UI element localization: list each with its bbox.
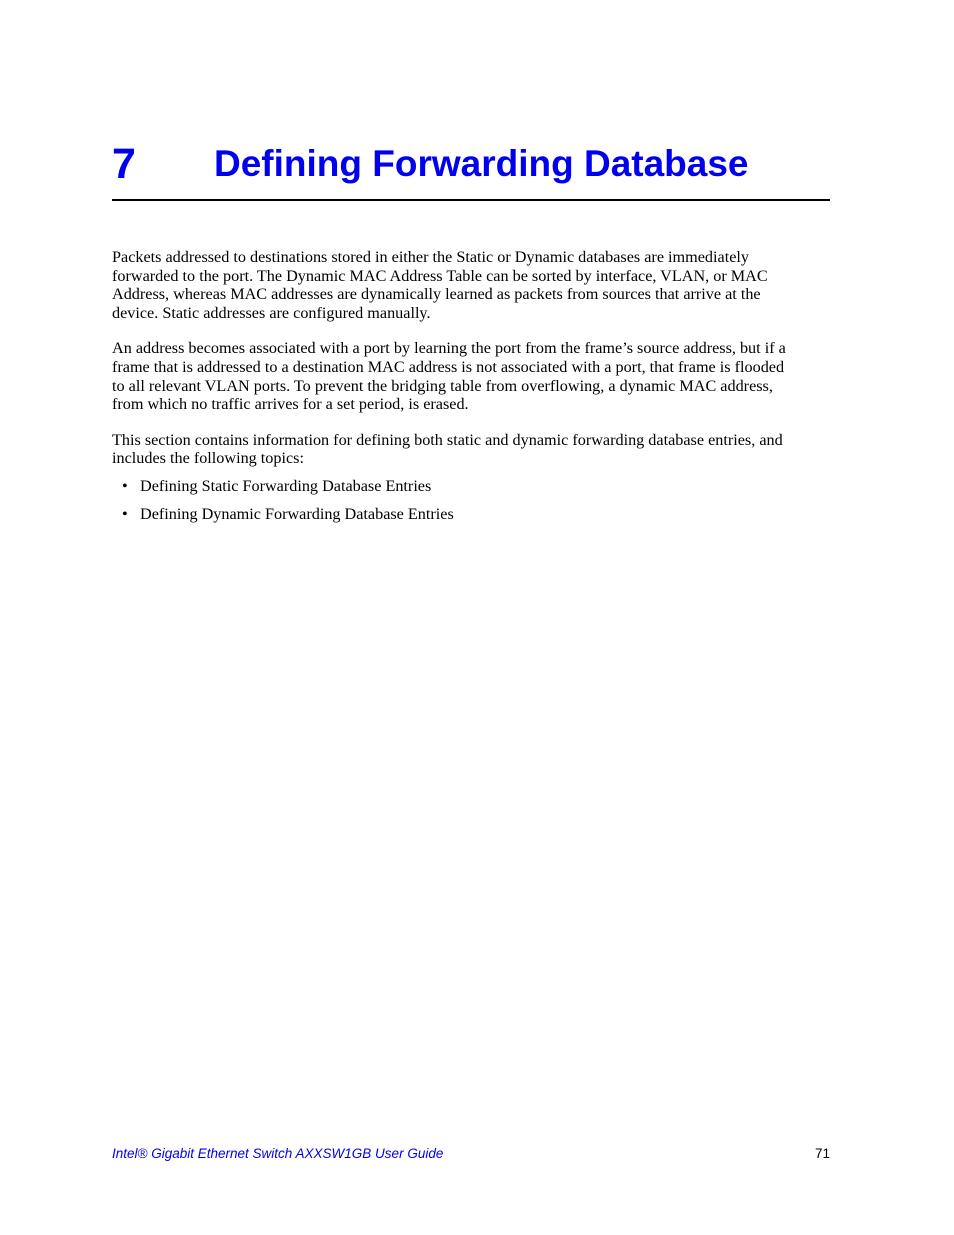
paragraph-line: Address, whereas MAC addresses are dynamically learned as packets from sources that arrive at the (112, 285, 761, 304)
body-text (112, 248, 830, 533)
paragraph-line: This section contains information for defining both static and dynamic forwarding database entries, and (112, 430, 783, 449)
paragraph-address-learning (112, 339, 830, 413)
paragraph-line: forwarded to the port. The Dynamic MAC Address Table can be sorted by interface, VLAN, or MAC (112, 266, 768, 285)
topic-item-dynamic-entries[interactable] (112, 505, 830, 524)
paragraph-line: frame that is addressed to a destination MAC address is not associated with a port, that frame is flooded (112, 357, 785, 376)
bullet-icon: • (122, 504, 128, 523)
bullet-icon: • (122, 476, 128, 495)
footer-guide-title: Intel® Gigabit Ethernet Switch AXXSW1GB User Guide (112, 1146, 444, 1161)
paragraph-line: includes the following topics: (112, 449, 304, 468)
topic-label[interactable]: Defining Static Forwarding Database Entries (140, 476, 432, 495)
heading-divider (112, 199, 830, 201)
page-number: 71 (814, 1146, 830, 1161)
chapter-title: Defining Forwarding Database (214, 143, 749, 184)
paragraph-intro (112, 248, 830, 322)
topic-list (112, 477, 830, 524)
paragraph-line: An address becomes associated with a port by learning the port from the frame’s source address, but if a (112, 339, 786, 358)
paragraph-line: Packets addressed to destinations stored in either the Static or Dynamic databases are immediately (112, 248, 749, 266)
paragraph-line: device. Static addresses are configured manually. (112, 303, 431, 322)
chapter-number: 7 (112, 140, 136, 188)
topic-label[interactable]: Defining Dynamic Forwarding Database Entries (140, 504, 454, 523)
paragraph-line: from which no traffic arrives for a set period, is erased. (112, 395, 469, 414)
topic-item-static-entries[interactable] (112, 477, 830, 496)
paragraph-section-contents (112, 431, 830, 468)
paragraph-line: to all relevant VLAN ports. To prevent the bridging table from overflowing, a dynamic MAC address, (112, 376, 773, 395)
chapter-heading (112, 136, 830, 192)
